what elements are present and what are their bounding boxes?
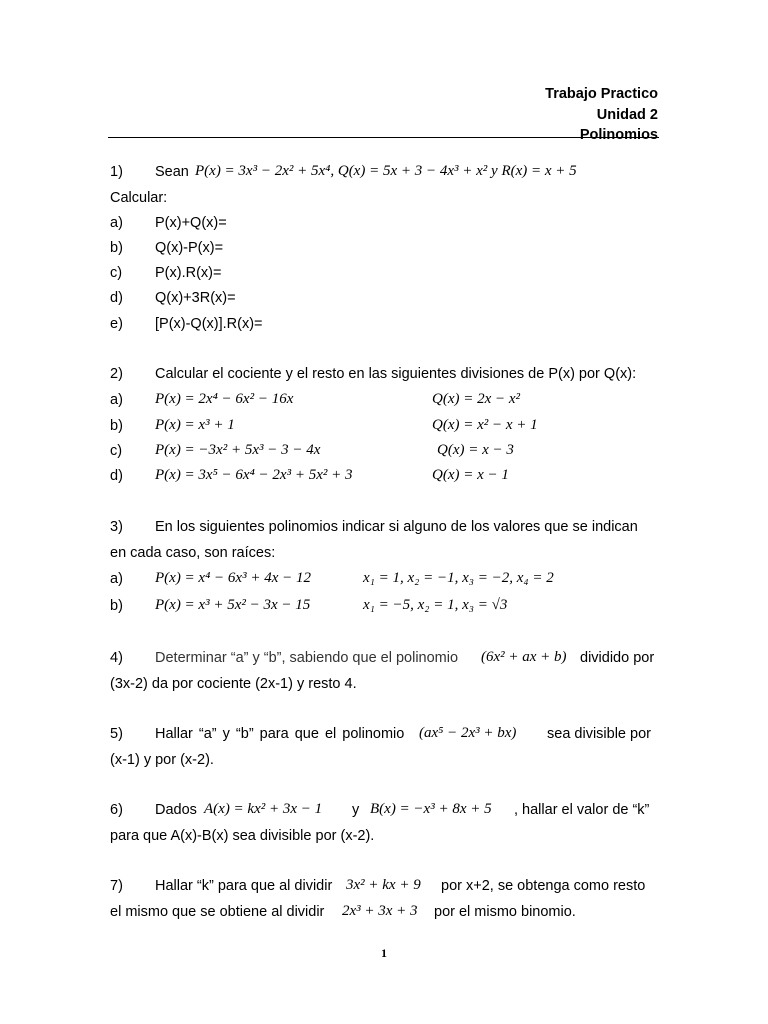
exercise-number: 5) [110,726,123,742]
header-unit: Unidad 2 [596,106,658,123]
exercise-text-continued: el mismo que se obtiene al dividir [110,904,325,920]
candidate-roots: x₁ = 1, x₂ = −1, x₃ = −2, x₄ = 2 [363,570,554,586]
item-label: c) [110,265,123,281]
polynomial-formula: P(x) = x³ + 5x² − 3x − 15 [155,597,311,613]
item-label: b) [110,418,123,434]
exercise-text-continued: (3x-2) da por cociente (2x-1) y resto 4. [110,676,357,692]
polynomial-formula: P(x) = x⁴ − 6x³ + 4x − 12 [155,570,311,586]
item-text: P(x)+Q(x)= [155,215,227,231]
exercise-text-continued: para que A(x)-B(x) sea divisible por (x-2). [110,828,375,844]
item-label: b) [110,240,123,256]
exercise-number: 6) [110,802,123,818]
divisor-formula: Q(x) = x − 1 [432,467,509,483]
candidate-roots: x₁ = −5, x₂ = 1, x₃ = √3 [363,597,508,613]
exercise-text-continued: (x-1) y por (x-2). [110,752,214,768]
dividend-formula: P(x) = 3x⁵ − 6x⁴ − 2x³ + 5x² + 3 [155,467,353,483]
dividend-formula: P(x) = 2x⁴ − 6x² − 16x [155,391,294,407]
header-divider [108,137,659,138]
exercise-intro: Sean [155,164,189,180]
polynomial-formula: (ax⁵ − 2x³ + bx) [419,725,517,741]
item-label: a) [110,392,123,408]
exercise-number: 2) [110,366,123,382]
exercise-text: Dados [155,802,197,818]
exercise-number: 7) [110,878,123,894]
header-title: Trabajo Practico [545,86,658,102]
item-label: e) [110,316,123,332]
polynomial-formula: (6x² + ax + b) [481,649,567,665]
exercise-text-tail: sea divisible por [547,726,651,742]
item-label: a) [110,571,123,587]
item-label: a) [110,215,123,231]
divisor-formula: Q(x) = 2x − x² [432,391,521,407]
divisor-formula: Q(x) = x − 3 [437,442,514,458]
polynomial-b-formula: B(x) = −x³ + 8x + 5 [370,801,492,817]
exercise-text: Hallar “k” para que al dividir [155,878,333,894]
exercise-text: Calcular el cociente y el resto en las siguientes divisiones de P(x) por Q(x): [155,366,637,382]
item-text: P(x).R(x)= [155,265,222,281]
polynomial-formula: 3x² + kx + 9 [346,877,421,893]
item-text: Q(x)+3R(x)= [155,290,236,306]
exercise-text: Determinar “a” y “b”, sabiendo que el polinomio [155,650,459,666]
polynomial-formula: 2x³ + 3x + 3 [342,903,418,919]
header-topic: Polinomios [579,127,658,143]
exercise-text-continued: en cada caso, son raíces: [110,545,276,561]
item-text: [P(x)-Q(x)].R(x)= [155,316,263,332]
exercise-formula: P(x) = 3x³ − 2x² + 5x⁴, Q(x) = 5x + 3 − 4x³ + x² y R(x) = x + 5 [195,163,577,179]
divisor-formula: Q(x) = x² − x + 1 [432,417,538,433]
exercise-text-tail: por x+2, se obtenga como resto [441,878,646,894]
exercise-number: 1) [110,164,123,180]
polynomial-a-formula: A(x) = kx² + 3x − 1 [204,801,323,817]
page-number: 1 [381,946,387,960]
exercise-text-tail: dividido por [580,650,655,666]
exercise-text: Hallar “a” y “b” para que el polinomio [155,726,405,742]
exercise-text-end: por el mismo binomio. [434,904,576,920]
item-label: b) [110,598,123,614]
item-label: c) [110,443,123,459]
dividend-formula: P(x) = x³ + 1 [155,417,235,433]
exercise-text: En los siguientes polinomios indicar si alguno de los valores que se indican [155,519,638,535]
exercise-number: 3) [110,519,123,535]
dividend-formula: P(x) = −3x² + 5x³ − 3 − 4x [155,442,321,458]
calc-label: Calcular: [110,190,168,206]
item-label: d) [110,290,123,306]
item-label: d) [110,468,123,484]
exercise-number: 4) [110,650,123,666]
conjunction: y [352,802,360,818]
item-text: Q(x)-P(x)= [155,240,224,256]
exercise-text-tail: , hallar el valor de “k” [514,802,650,818]
